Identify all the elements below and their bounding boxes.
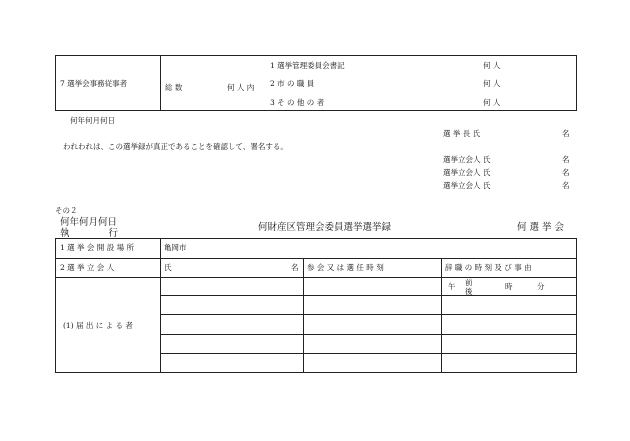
chair-suffix: 名	[562, 129, 570, 138]
section7-item-1: 1 選挙管理委員会書記	[270, 61, 345, 70]
hour-label: 時	[505, 282, 513, 291]
am-label: 午	[448, 282, 456, 291]
witness-3-label: 選挙立会人 氏	[443, 181, 491, 190]
group-label: (1) 届 出 に よ る 者	[63, 321, 133, 330]
confirmation-text: われわれは、この選挙録が真正であることを確認して、署名する。	[63, 142, 288, 151]
am-label-2: 前	[465, 278, 473, 287]
table-rule	[160, 353, 577, 354]
section7-divider	[160, 55, 161, 111]
table-rule	[160, 295, 577, 296]
section7-item-2: 2 市 の 職 員	[270, 79, 315, 88]
section7-total-label: 総 数	[165, 83, 183, 92]
section7-item-2-count: 何 人	[483, 79, 501, 88]
witness-1-suffix: 名	[562, 155, 570, 164]
witness-2-suffix: 名	[562, 168, 570, 177]
part2-held: 執 行	[60, 228, 137, 239]
section7-item-3-count: 何 人	[483, 98, 501, 107]
venue-value: 亀岡市	[164, 243, 187, 252]
chair-label: 選 挙 長 氏	[443, 129, 481, 138]
section7-total-value: 何 人 内	[227, 83, 255, 92]
col-attend-header: 参 会 又 は 選 任 時 刻	[307, 263, 384, 272]
section7-item-3: 3 そ の 他 の 者	[270, 98, 325, 107]
table-rule	[160, 334, 577, 335]
part2-date: 何年何月何日	[60, 217, 118, 228]
witness-2-label: 選挙立会人 氏	[443, 168, 491, 177]
part2-title: 何財産区管理会委員選挙選挙録	[258, 222, 392, 233]
election-name: 何 選 挙 会	[517, 222, 565, 233]
col-resign-header: 辞 職 の 時 刻 及 び 事 由	[445, 263, 532, 272]
part2-label: その２	[55, 206, 78, 215]
table-col-rule	[303, 258, 304, 373]
table-rule	[160, 314, 577, 315]
date-line: 何年何月何日	[70, 116, 115, 125]
table-rule	[55, 258, 577, 259]
venue-label: 1 選 挙 会 開 設 場 所	[60, 243, 134, 252]
col-name-right: 名	[291, 263, 299, 272]
minute-label: 分	[537, 282, 545, 291]
table-col-rule	[160, 238, 161, 373]
witness-3-suffix: 名	[562, 181, 570, 190]
witness-section-label: 2 選 挙 立 会 人	[60, 263, 115, 272]
col-name-left: 氏	[164, 263, 172, 272]
section7-row-label: 7 選挙会事務従事者	[60, 79, 128, 88]
table-rule	[55, 277, 577, 278]
table-col-rule	[441, 258, 442, 373]
witness-1-label: 選挙立会人 氏	[443, 155, 491, 164]
pm-label: 後	[465, 287, 473, 296]
section7-item-1-count: 何 人	[483, 61, 501, 70]
